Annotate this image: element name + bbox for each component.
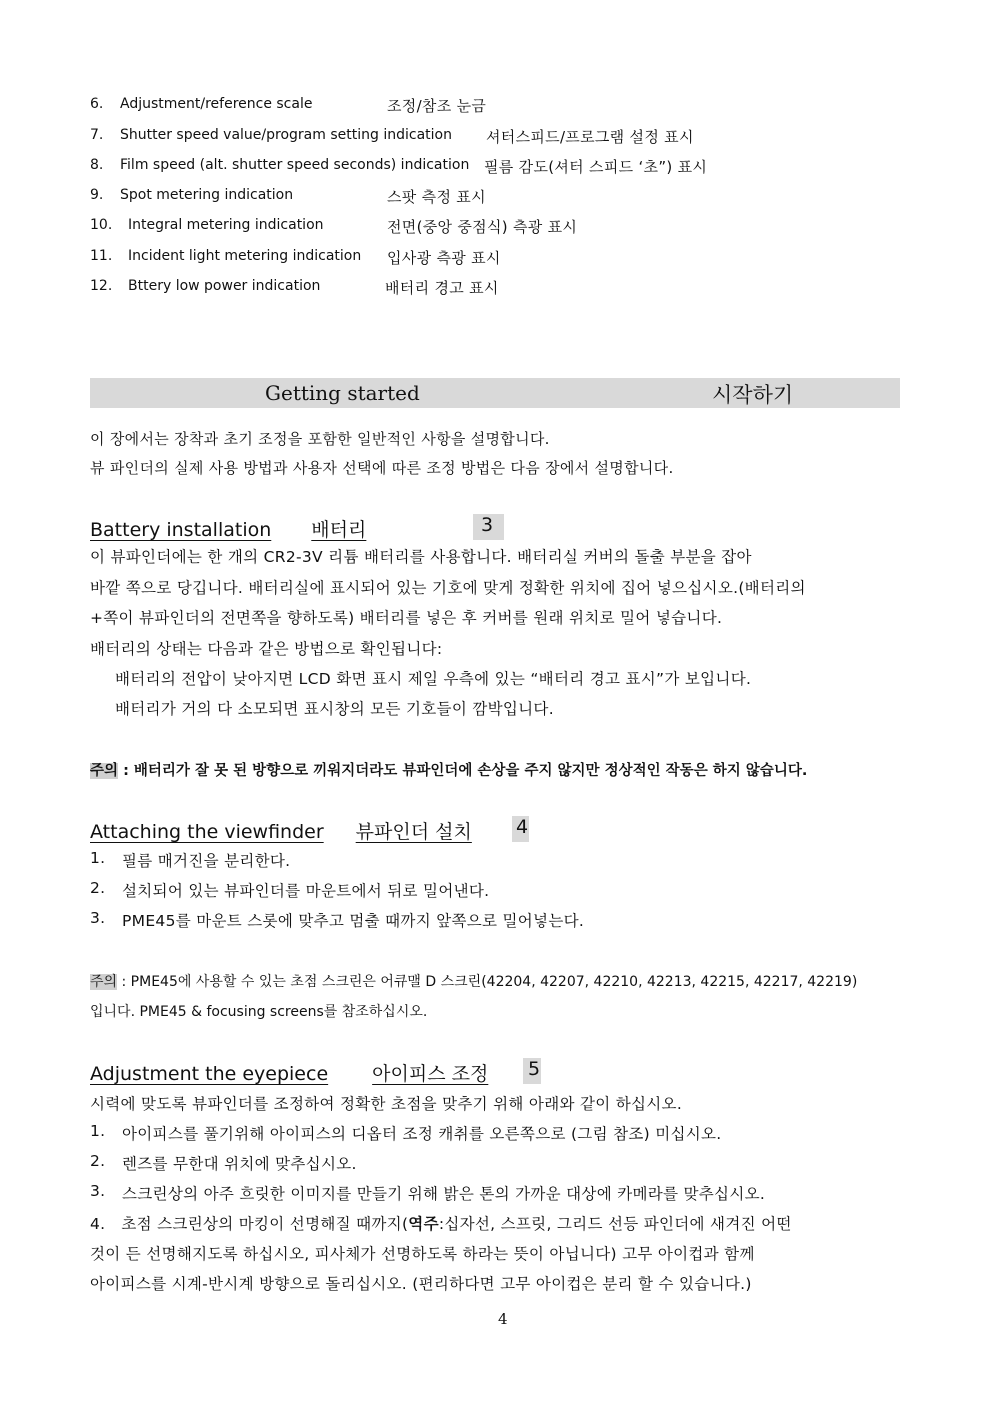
- legend-en: Film speed (alt. shutter speed seconds) indication: [120, 157, 470, 173]
- note-label: 주의: [90, 974, 118, 990]
- heading-ko: 뷰파인더 설치: [355, 821, 472, 843]
- note-text: : PME45에 사용할 수 있는 초점 스크린은 어큐맬 D 스크린(42204, 42207, 42210, 42213, 42215, 42217, 42219): [117, 974, 858, 990]
- legend-num: 10.: [90, 217, 113, 233]
- step-num: 2.: [90, 1152, 106, 1170]
- step-num: 1.: [90, 849, 106, 867]
- legend-ko: 전면(중앙 중점식) 측광 표시: [387, 218, 578, 236]
- heading-en: Adjustment the eyepiece: [90, 1063, 329, 1085]
- legend-en: Incident light metering indication: [128, 248, 362, 264]
- attaching-note-cont: 입니다. PME45 & focusing screens를 참조하십시오.: [90, 1004, 428, 1020]
- body-line: 시력에 맞도록 뷰파인더를 조정하여 정확한 초점을 맞추기 위해 아래와 같이 하십시오.: [90, 1095, 683, 1113]
- step-4: [90, 1212, 792, 1234]
- section-title-ko: 시작하기: [712, 383, 794, 407]
- legend-num: 8.: [90, 157, 104, 173]
- step-text-cont: 것이 든 선명해지도록 하십시오, 피사체가 선명하도록 하라는 뜻이 아닙니다) 고무 아이컵과 함께: [90, 1245, 755, 1263]
- legend-ko: 조정/참조 눈금: [387, 97, 487, 115]
- step-text: 필름 매거진을 분리한다.: [122, 852, 291, 870]
- legend-num: 7.: [90, 127, 104, 143]
- legend-en: Shutter speed value/program setting indication: [120, 127, 452, 143]
- step-text: :십자선, 스프릿, 그리드 선등 파인더에 새겨진 어떤: [438, 1215, 792, 1233]
- step-text: 설치되어 있는 뷰파인더를 마운트에서 뒤로 밀어낸다.: [122, 882, 490, 900]
- intro-line: 이 장에서는 장착과 초기 조정을 포함한 일반적인 사항을 설명합니다.: [90, 430, 550, 448]
- legend-num: 11.: [90, 248, 113, 264]
- battery-heading: [90, 515, 476, 542]
- step-num: 1.: [90, 1122, 106, 1140]
- step-num: 4.: [90, 1215, 106, 1233]
- heading-ko: 배터리: [311, 519, 367, 541]
- page-ref-badge: 4: [512, 816, 529, 842]
- step-text: 렌즈를 무한대 위치에 맞추십시오.: [122, 1155, 357, 1173]
- legend-en: Integral metering indication: [128, 217, 324, 233]
- step-text: PME45를 마운트 스롯에 맞추고 멈출 때까지 앞쪽으로 밀어넣는다.: [122, 912, 585, 930]
- legend-num: 12.: [90, 278, 113, 294]
- note-text: : 배터리가 잘 못 된 방향으로 끼워지더라도 뷰파인더에 손상을 주지 않지만 정상적인 작동은 하지 않습니다.: [118, 763, 808, 779]
- page-ref-badge: 5: [523, 1058, 541, 1084]
- body-line: 배터리의 상태는 다음과 같은 방법으로 확인됩니다:: [90, 640, 443, 658]
- indented-line: 배터리가 거의 다 소모되면 표시창의 모든 기호들이 깜박입니다.: [115, 700, 554, 718]
- indented-line: 배터리의 전압이 낮아지면 LCD 화면 표시 제일 우측에 있는 “배터리 경고 표시”가 보입니다.: [115, 670, 752, 688]
- legend-en: Bttery low power indication: [128, 278, 321, 294]
- step-num: 3.: [90, 909, 106, 927]
- eyepiece-heading: [90, 1059, 540, 1086]
- body-line: 바깥 쪽으로 당깁니다. 배터리실에 표시되어 있는 기호에 맞게 정확한 위치에 집어 넣으십시오.(배터리의: [90, 579, 806, 597]
- step-text: 스크린상의 아주 흐릿한 이미지를 만들기 위해 밝은 톤의 가까운 대상에 카메라를 맞추십시오.: [122, 1185, 766, 1203]
- body-line: 이 뷰파인더에는 한 개의 CR2-3V 리튬 배터리를 사용합니다. 배터리실 커버의 돌출 부분을 잡아: [90, 548, 752, 566]
- step-text-cont: 아이피스를 시계-반시계 방향으로 돌리십시오. (편리하다면 고무 아이컵은 분리 할 수 있습니다.): [90, 1275, 752, 1293]
- translator-note-label: 역주: [408, 1215, 439, 1233]
- body-line: +쪽이 뷰파인더의 전면쪽을 향하도록) 배터리를 넣은 후 커버를 원래 위치로 밀어 넣습니다.: [90, 609, 723, 627]
- battery-note: [90, 759, 807, 780]
- note-label: 주의: [90, 763, 119, 779]
- page-ref-badge: 3: [473, 514, 504, 540]
- legend-en: Spot metering indication: [120, 187, 294, 203]
- legend-num: 9.: [90, 187, 104, 203]
- legend-ko: 필름 감도(셔터 스피드 ‘초”) 표시: [484, 158, 708, 176]
- intro-line: 뷰 파인더의 실제 사용 방법과 사용자 선택에 따른 조정 방법은 다음 장에서 설명합니다.: [90, 459, 674, 477]
- step-text: 아이피스를 풀기위해 아이피스의 디옵터 조정 캐취를 오른쪽으로 (그림 참조) 미십시오.: [122, 1125, 722, 1143]
- attaching-heading: [90, 817, 512, 844]
- heading-en: Attaching the viewfinder: [90, 821, 324, 843]
- step-num: 3.: [90, 1182, 106, 1200]
- step-num: 2.: [90, 879, 106, 897]
- legend-ko: 입사광 측광 표시: [387, 249, 501, 267]
- step-text: 초점 스크린상의 마킹이 선명해질 때까지(: [121, 1215, 409, 1233]
- legend-ko: 배터리 경고 표시: [385, 279, 499, 297]
- page-number: 4: [498, 1310, 508, 1328]
- heading-ko: 아이피스 조정: [372, 1063, 489, 1085]
- heading-en: Battery installation: [90, 519, 272, 541]
- section-title-en: Getting started: [265, 381, 420, 405]
- legend-ko: 스팟 측정 표시: [387, 188, 486, 206]
- legend-ko: 셔터스피드/프로그램 설정 표시: [486, 128, 694, 146]
- legend-num: 6.: [90, 96, 104, 112]
- legend-en: Adjustment/reference scale: [120, 96, 313, 112]
- attaching-note: [90, 971, 857, 991]
